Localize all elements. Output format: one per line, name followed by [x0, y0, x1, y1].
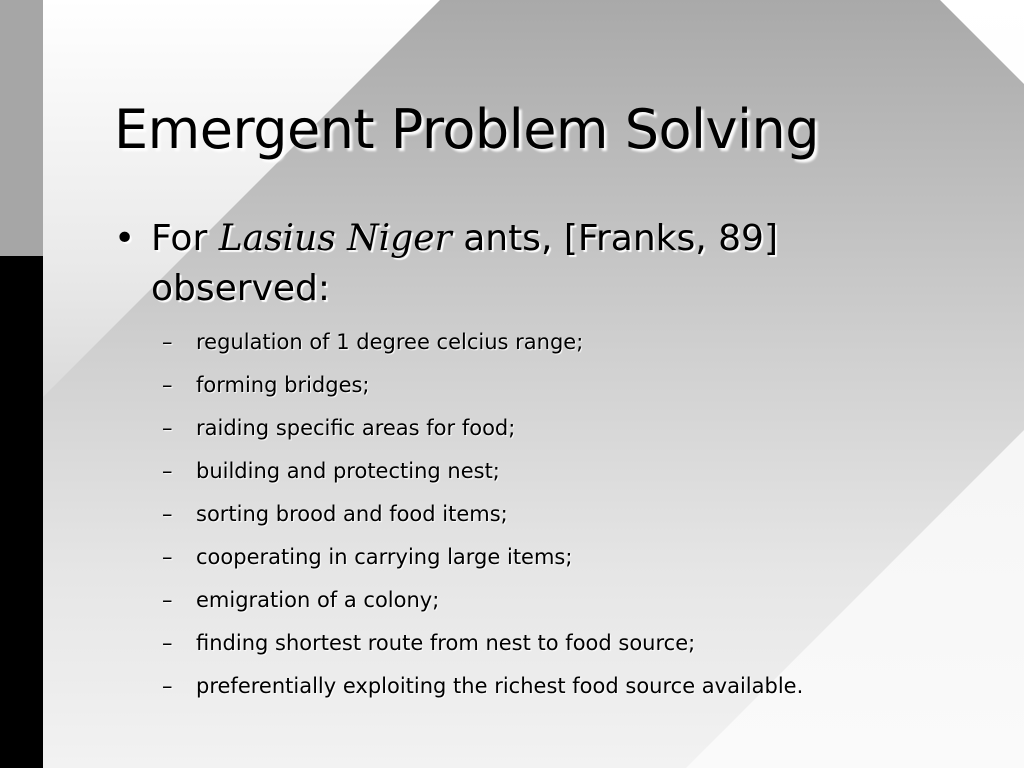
bullet-dot: • [114, 218, 136, 259]
sub-bullet-dash: – [162, 545, 173, 569]
left-bar-gray [0, 0, 43, 256]
sub-bullet-dash: – [162, 588, 173, 612]
sub-bullet-item [162, 580, 803, 623]
sub-bullet-text: finding shortest route from nest to food source; [196, 631, 696, 655]
sub-bullet-dash: – [162, 502, 173, 526]
sub-bullet-item [162, 494, 803, 537]
main-bullet-text [151, 214, 874, 314]
sub-bullet-dash: – [162, 631, 173, 655]
sub-bullet-list [162, 322, 803, 709]
sub-bullet-item [162, 451, 803, 494]
sub-bullet-item [162, 408, 803, 451]
sub-bullet-item [162, 322, 803, 365]
sub-bullet-item [162, 666, 803, 709]
sub-bullet-text: raiding specific areas for food; [196, 416, 516, 440]
sub-bullet-dash: – [162, 674, 173, 698]
sub-bullet-item [162, 623, 803, 666]
sub-bullet-dash: – [162, 459, 173, 483]
sub-bullet-dash: – [162, 373, 173, 397]
sub-bullet-item [162, 365, 803, 408]
sub-bullet-text: regulation of 1 degree celcius range; [196, 330, 584, 354]
main-bullet [114, 214, 874, 314]
sub-bullet-dash: – [162, 330, 173, 354]
bullet-suffix: ants, [Franks, 89] observed: [151, 218, 778, 309]
slide-title: Emergent Problem Solving [114, 98, 819, 161]
bullet-prefix: For [151, 218, 219, 259]
sub-bullet-text: preferentially exploiting the richest food source available. [196, 674, 804, 698]
sub-bullet-text: building and protecting nest; [196, 459, 500, 483]
sub-bullet-text: forming bridges; [196, 373, 370, 397]
sub-bullet-text: cooperating in carrying large items; [196, 545, 573, 569]
sub-bullet-text: sorting brood and food items; [196, 502, 508, 526]
species-name: Lasius Niger [218, 218, 452, 259]
sub-bullet-dash: – [162, 416, 173, 440]
sub-bullet-text: emigration of a colony; [196, 588, 440, 612]
sub-bullet-item [162, 537, 803, 580]
left-bar-black [0, 256, 43, 768]
